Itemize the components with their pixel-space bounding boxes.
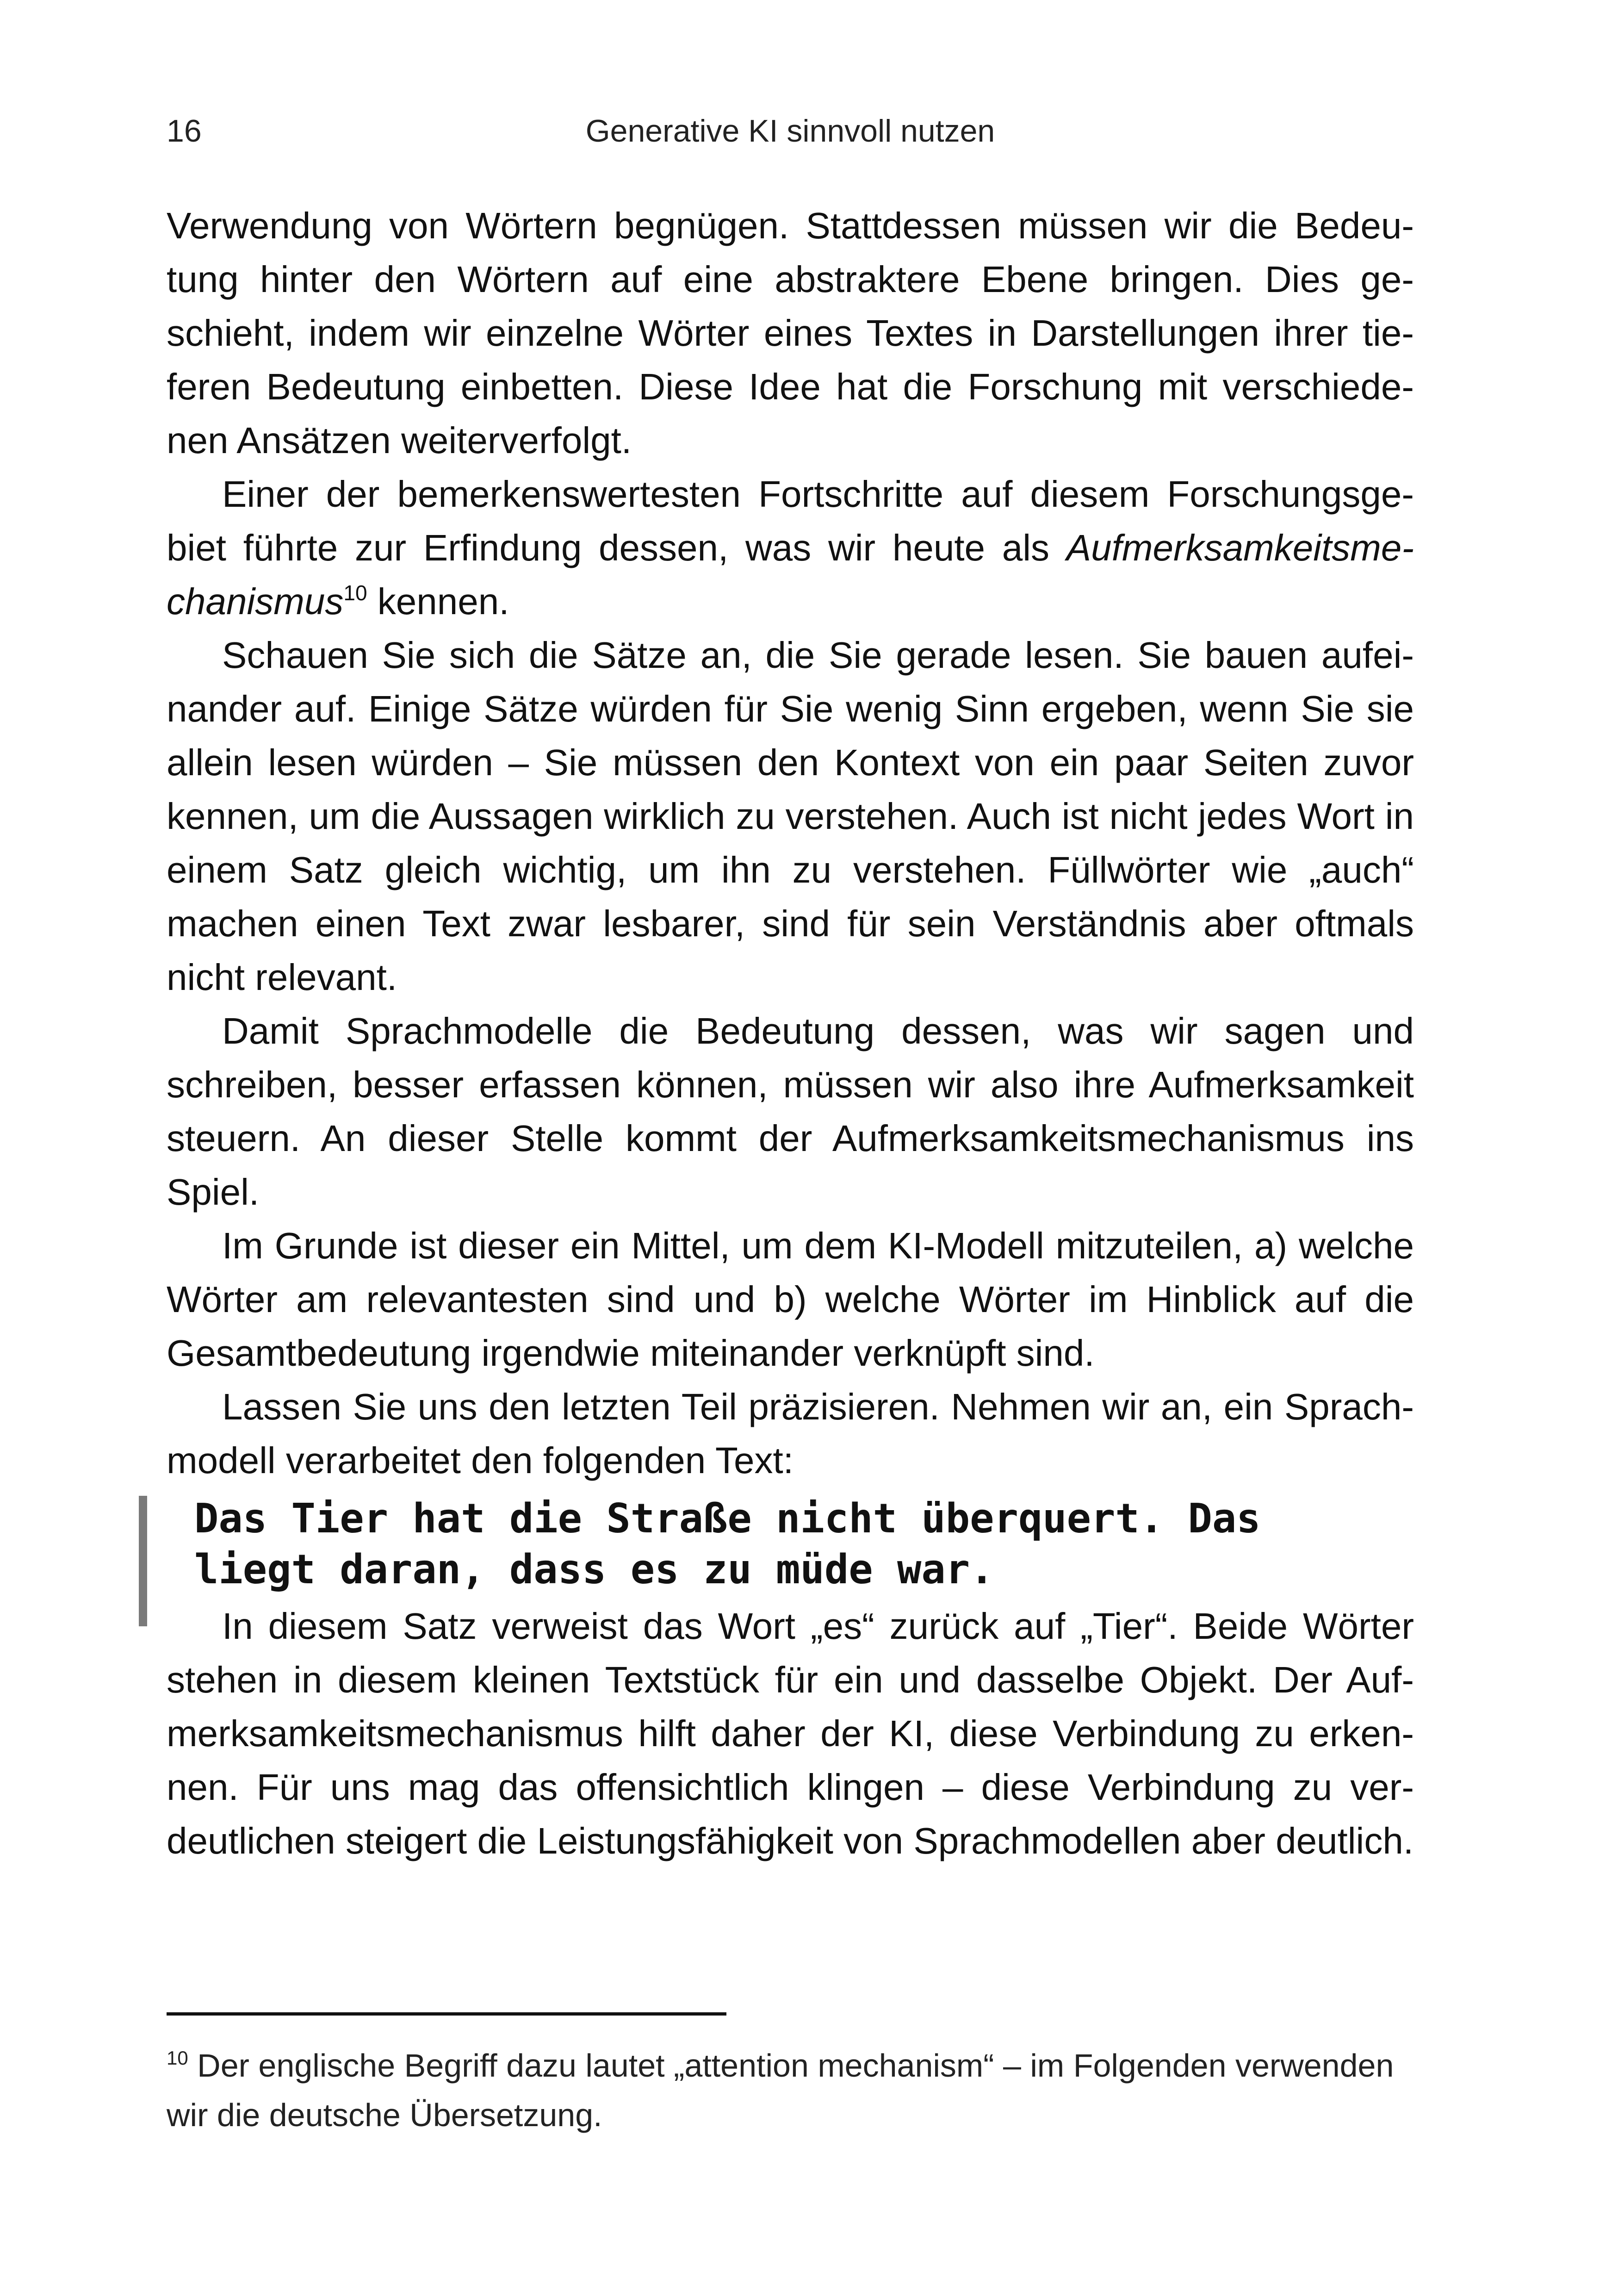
footnote-reference: 10 (343, 581, 367, 605)
footnote-number: 10 (167, 2047, 188, 2069)
paragraph-2 (167, 467, 1414, 628)
paragraph-7: In diesem Satz verweist das Wort „es“ zurück auf „Tier“. Beide Wörter stehen in diesem kleinen Textstück für ein und dasselbe Objekt. Der Aufmerksamkeitsmechanismus hilft daher der KI, diese Verbindung zu erkennen. Für uns mag das offensichtlich klingen – diese Verbindung zu verdeutlichen steigert die Leistungsfähigkeit von Sprachmodellen aber deutlich. (167, 1605, 1414, 1861)
paragraph-2-text: Einer der bemerkenswertesten Fortschritte auf diesem Forschungsgebiet führte zur Erfindung dessen, was wir heute als (167, 473, 1414, 568)
paragraph-3: Schauen Sie sich die Sätze an, die Sie gerade lesen. Sie bauen aufeinander auf. Einige Sätze würden für Sie wenig Sinn ergeben, wenn Sie sie allein lesen würden – Sie müssen den Kontext von ein paar Seiten zuvor kennen, um die Aussagen wirklich zu verstehen. Auch ist nicht jedes Wort in einem Satz gleich wichtig, um ihn zu verstehen. Füllwörter wie „auch“ machen einen Text zwar lesbarer, sind für sein Verständnis aber oftmals nicht relevant. (167, 635, 1414, 998)
paragraph-4: Damit Sprachmodelle die Bedeutung dessen, was wir sagen und schreiben, besser erfassen können, müssen wir also ihre Aufmerksamkeit steuern. An dieser Stelle kommt der Aufmerksamkeitsmechanismus ins Spiel. (167, 1010, 1414, 1213)
main-text (167, 199, 1414, 1868)
footnote-divider (167, 2012, 726, 2016)
footnote (167, 2041, 1414, 2140)
example-text-block (167, 1493, 1414, 1595)
example-text (194, 1493, 1414, 1595)
page-number: 16 (167, 113, 202, 149)
term-aufmerksamkeitsmechanismus: Aufmerksamkeitsmechanismus (167, 527, 1414, 622)
paragraph-6: Lassen Sie uns den letzten Teil präzisieren. Nehmen wir an, ein Sprachmodell verarbeitet den folgenden Text: (167, 1386, 1414, 1481)
footnote-text: Der englische Begriff dazu lautet „attention mechanism“ – im Folgenden verwenden wir die deutsche Übersetzung. (167, 2047, 1394, 2133)
running-title: Generative KI sinnvoll nutzen (585, 113, 995, 149)
quote-bar (139, 1496, 147, 1626)
example-line-2: liegt daran, dass es zu müde war. (194, 1546, 994, 1593)
paragraph-5: Im Grunde ist dieser ein Mittel, um dem KI-Modell mitzuteilen, a) welche Wörter am relevantesten sind und b) welche Wörter im Hinblick auf die Gesamtbedeutung irgendwie miteinander verknüpft sind. (167, 1225, 1414, 1374)
example-line-1: Das Tier hat die Straße nicht überquert. Das (194, 1495, 1261, 1542)
paragraph-1: Verwendung von Wörtern begnügen. Stattdessen müssen wir die Bedeutung hinter den Wörtern auf eine abstraktere Ebene bringen. Dies geschieht, indem wir einzelne Wörter eines Textes in Darstellungen ihrer tieferen Bedeutung einbetten. Diese Idee hat die Forschung mit verschiedenen Ansätzen weiterverfolgt. (167, 205, 1414, 461)
paragraph-2-end: kennen. (367, 581, 509, 622)
running-head (167, 113, 1414, 155)
